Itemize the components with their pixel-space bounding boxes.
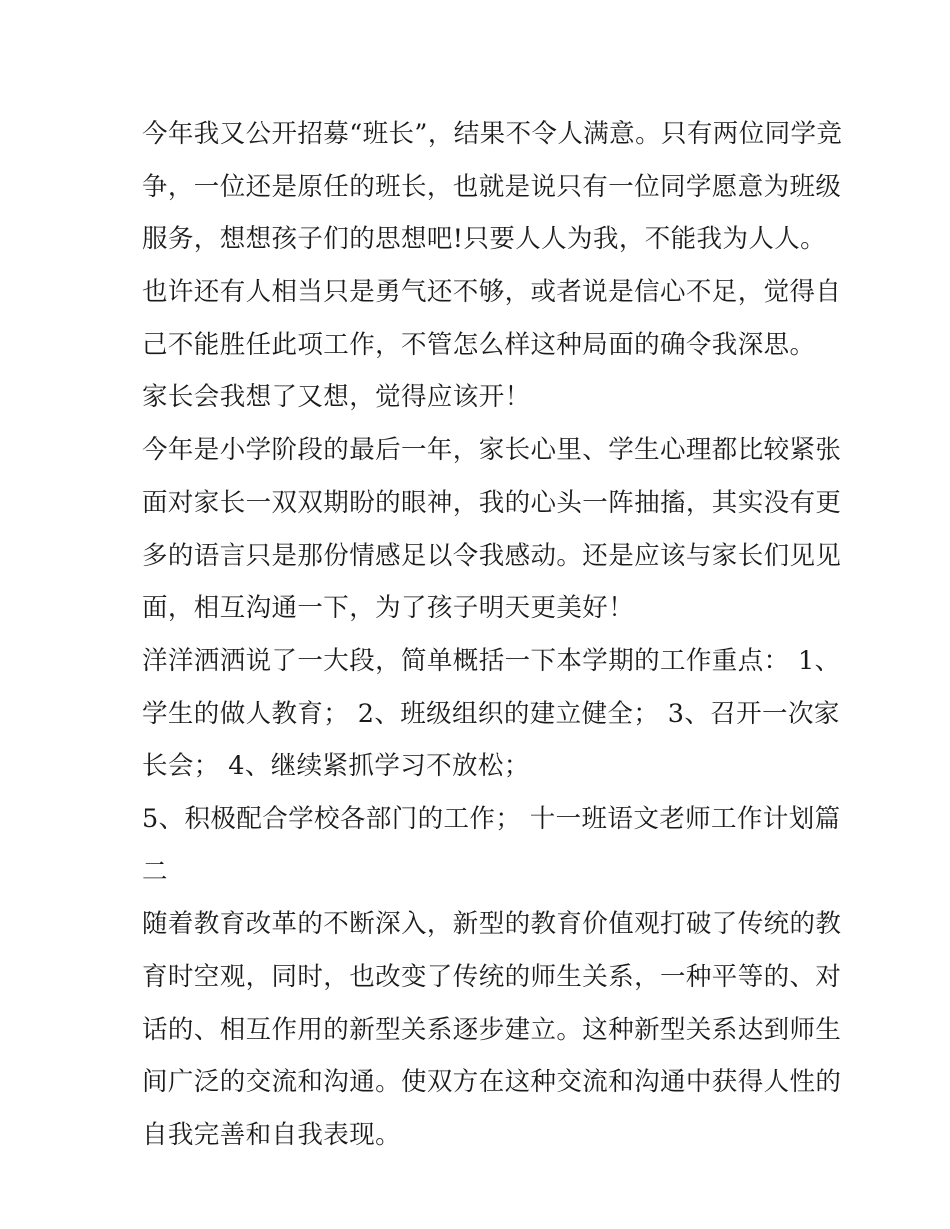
text-line: 今年是小学阶段的最后一年，家长心里、学生心理都比较紧张 (142, 435, 842, 466)
paragraph-3 (142, 371, 822, 424)
text-line: 己不能胜任此项工作，不管怎么样这种局面的确令我深思。 (142, 329, 816, 360)
text-line: 话的、相互作用的新型关系逐步建立。这种新型关系达到师生 (142, 1014, 842, 1045)
text-line: 服务，想想孩子们的思想吧!只要人人为我，不能我为人人。 (142, 224, 827, 255)
text-line: 洋洋洒洒说了一大段，简单概括一下本学期的工作重点： 1、 (142, 645, 841, 676)
paragraph-6 (142, 793, 841, 898)
text-line: 二 (142, 856, 168, 887)
paragraph-2 (142, 266, 842, 371)
text-line: 多的语言只是那份情感足以令我感动。还是应该与家长们见见 (142, 540, 842, 571)
text-line: 家长会我想了又想，觉得应该开！ (142, 382, 531, 413)
text-line: 面对家长一双双期盼的眼神，我的心头一阵抽搐，其实没有更 (142, 487, 842, 518)
text-line: 今年我又公开招募“班长”，结果不令人满意。只有两位同学竞 (142, 119, 843, 149)
paragraph-1 (142, 108, 843, 266)
text-line: 也许还有人相当只是勇气还不够，或者说是信心不足，觉得自 (142, 277, 842, 308)
text-line: 长会； 4、继续紧抓学习不放松； (142, 751, 530, 782)
text-line: 争，一位还是原任的班长，也就是说只有一位同学愿意为班级 (142, 171, 842, 202)
text-line: 育时空观，同时，也改变了传统的师生关系，一种平等的、对 (142, 962, 842, 992)
paragraph-7 (142, 898, 842, 1161)
text-line: 随着教育改革的不断深入，新型的教育价值观打破了传统的教 (142, 909, 842, 940)
text-line: 学生的做人教育； 2、班级组织的建立健全； 3、召开一次家 (142, 698, 840, 729)
text-line: 面，相互沟通一下，为了孩子明天更美好！ (142, 593, 635, 624)
text-line: 间广泛的交流和沟通。使双方在这种交流和沟通中获得人性的 (142, 1067, 842, 1098)
text-line: 自我完善和自我表现。 (142, 1120, 402, 1151)
paragraph-5 (142, 635, 841, 793)
paragraph-4 (142, 424, 842, 635)
document-body (142, 108, 843, 1162)
text-line: 5、积极配合学校各部门的工作； 十一班语文老师工作计划篇 (142, 803, 841, 834)
